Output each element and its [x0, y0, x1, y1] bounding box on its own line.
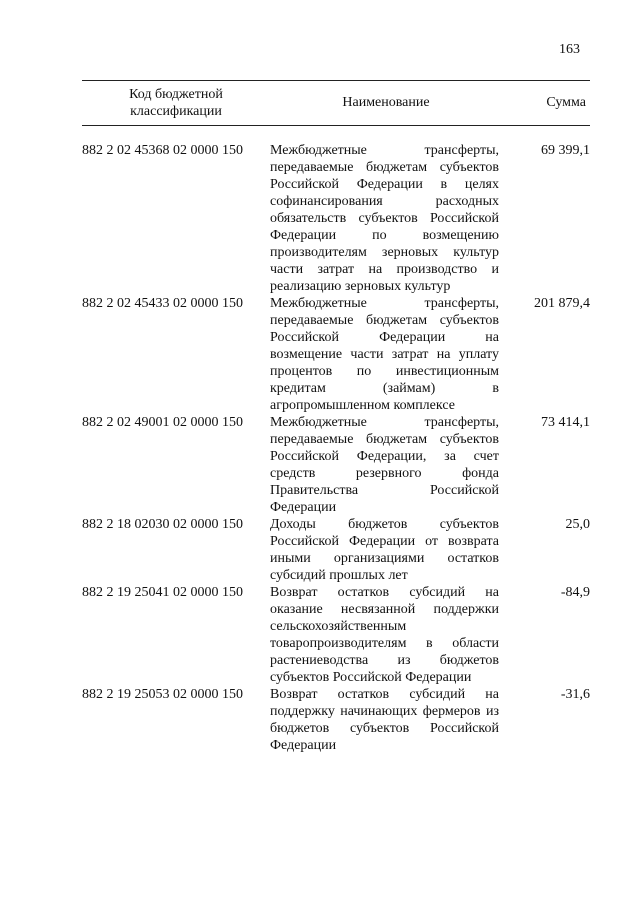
table-row: [82, 584, 590, 686]
row-name: Межбюджетные трансферты, передаваемые бюджетам субъектов Российской Федерации в целях софинансирования расходных обязательств субъектов Российской Федерации по возмещению производителям зерновых культур части затрат на производство и реализацию зерновых культур: [270, 143, 499, 294]
budget-code: 882 2 02 49001 02 0000 150: [82, 415, 243, 430]
header-code-label: Код бюджетной классификации: [129, 87, 223, 119]
budget-code: 882 2 19 25053 02 0000 150: [82, 687, 243, 702]
row-sum: 201 879,4: [534, 296, 590, 311]
page-number: 163: [559, 42, 580, 57]
row-sum: 73 414,1: [541, 415, 590, 430]
row-sum: 69 399,1: [541, 143, 590, 158]
row-sum: 25,0: [565, 517, 590, 532]
table-row: [82, 142, 590, 295]
row-name: Межбюджетные трансферты, передаваемые бюджетам субъектов Российской Федерации на возмещение части затрат на уплату процентов по инвестиционным кредитам (займам) в агропромышленном комплексе: [270, 296, 499, 413]
row-name: Доходы бюджетов субъектов Российской Федерации от возврата иными организациями остатков субсидий прошлых лет: [270, 517, 499, 583]
row-sum: -84,9: [560, 585, 590, 600]
budget-code: 882 2 02 45368 02 0000 150: [82, 143, 243, 158]
row-name: Возврат остатков субсидий на оказание несвязанной поддержки сельскохозяйственным товаропроизводителям в области растениеводства из бюджетов субъектов Российской Федерации: [270, 585, 499, 685]
table-row: [82, 686, 590, 754]
table-row: [82, 414, 590, 516]
budget-code: 882 2 19 25041 02 0000 150: [82, 585, 243, 600]
table-header: [82, 80, 590, 126]
row-name: Межбюджетные трансферты, передаваемые бюджетам субъектов Российской Федерации, за счет средств резервного фонда Правительства Российской Федерации: [270, 415, 499, 515]
table-body: [82, 142, 590, 754]
header-sum-label: Сумма: [546, 95, 586, 110]
table-row: [82, 295, 590, 414]
budget-code: 882 2 18 02030 02 0000 150: [82, 517, 243, 532]
budget-code: 882 2 02 45433 02 0000 150: [82, 296, 243, 311]
table-row: [82, 516, 590, 584]
row-name: Возврат остатков субсидий на поддержку начинающих фермеров из бюджетов субъектов Российской Федерации: [270, 687, 499, 753]
row-sum: -31,6: [560, 687, 590, 702]
header-name-label: Наименование: [342, 95, 430, 110]
